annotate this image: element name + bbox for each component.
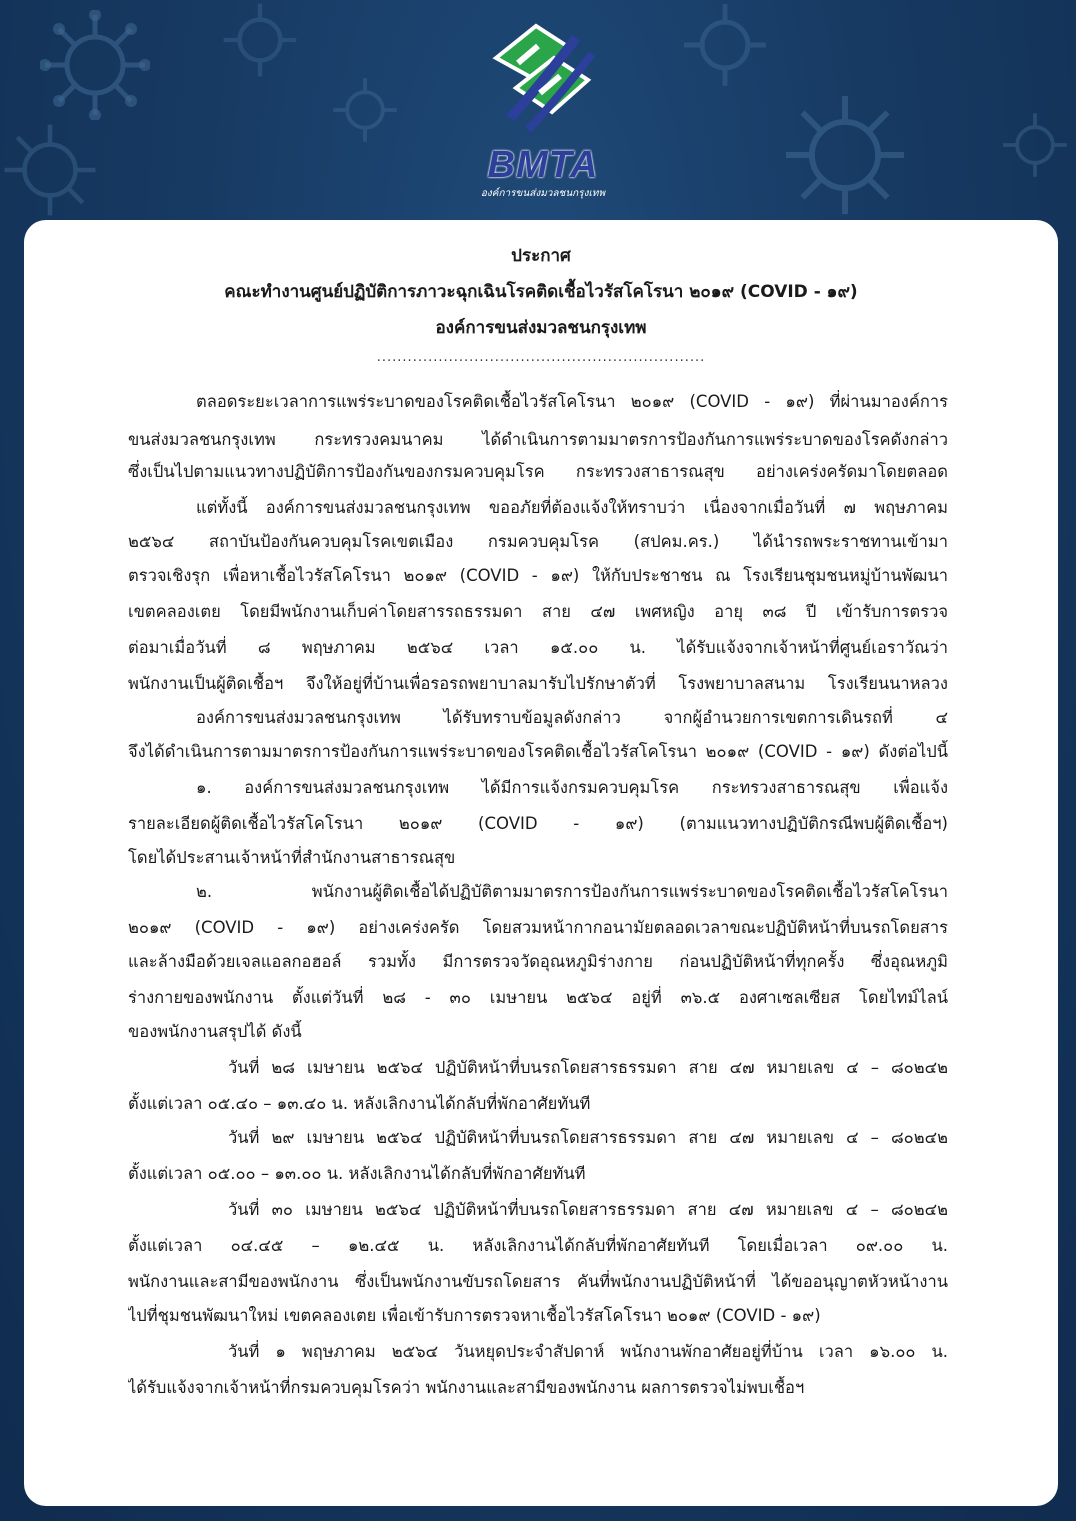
timeline-line: ตั้งแต่เวลา ๐๕.๐๐ – ๑๓.๐๐ น. หลังเลิกงานได้กลับที่พักอาศัยทันที bbox=[128, 1164, 586, 1183]
timeline-line: ไปที่ชุมชนพัฒนาใหม่ เขตคลองเตย เพื่อเข้ารับการตรวจหาเชื้อไวรัสโคโรนา ๒๐๑๙ (COVID - ๑๙) bbox=[128, 1306, 821, 1325]
virus-decoration-icon bbox=[680, 0, 770, 90]
body-line: องค์การขนส่งมวลชนกรุงเทพ ได้รับทราบข้อมูลดังกล่าว จากผู้อำนวยการเขตการเดินรถที่ ๔ bbox=[196, 708, 948, 727]
logo-brand-text: BMTA bbox=[487, 144, 599, 186]
virus-decoration-icon bbox=[780, 90, 910, 220]
header-divider: ................................................................ bbox=[376, 350, 706, 365]
body-line: ซึ่งเป็นไปตามแนวทางปฏิบัติการป้องกันของกรมควบคุมโรค กระทรวงสาธารณสุข อย่างเคร่งครัดมาโดยตลอด bbox=[128, 462, 948, 481]
bmta-logo-icon bbox=[458, 18, 628, 148]
announcement-card bbox=[24, 220, 1058, 1506]
announcement-org: องค์การขนส่งมวลชนกรุงเทพ bbox=[435, 318, 647, 338]
bmta-logo bbox=[458, 18, 628, 200]
virus-decoration-icon bbox=[220, 0, 300, 80]
body-line: ร่างกายของพนักงาน ตั้งแต่วันที่ ๒๘ - ๓๐ เมษายน ๒๕๖๔ อยู่ที่ ๓๖.๕ องศาเซลเซียส โดยไทม์ไลน์ bbox=[128, 988, 948, 1007]
virus-decoration-icon bbox=[330, 75, 400, 145]
timeline-line: พนักงานและสามีของพนักงาน ซึ่งเป็นพนักงานขับรถโดยสาร คันที่พนักงานปฏิบัติหน้าที่ ได้ขออนุญาตหัวหน้างาน bbox=[128, 1272, 948, 1291]
body-line: รายละเอียดผู้ติดเชื้อไวรัสโคโรนา ๒๐๑๙ (COVID - ๑๙) (ตามแนวทางปฏิบัติกรณีพบผู้ติดเชื้อฯ) bbox=[128, 814, 948, 833]
announcement-title: ประกาศ bbox=[511, 246, 571, 266]
body-line: ๒๕๖๔ สถาบันป้องกันควบคุมโรคเขตเมือง กรมควบคุมโรค (สปคม.คร.) ได้นำรถพระราชทานเข้ามา bbox=[128, 532, 948, 551]
timeline-line: วันที่ ๒๙ เมษายน ๒๕๖๔ ปฏิบัติหน้าที่บนรถโดยสารธรรมดา สาย ๔๗ หมายเลข ๔ – ๘๐๒๔๒ bbox=[228, 1128, 948, 1147]
virus-decoration-icon bbox=[0, 120, 100, 220]
virus-decoration-icon bbox=[1000, 110, 1070, 180]
virus-decoration-icon bbox=[40, 10, 150, 120]
body-line: แต่ทั้งนี้ องค์การขนส่งมวลชนกรุงเทพ ขออภัยที่ต้องแจ้งให้ทราบว่า เนื่องจากเมื่อวันที่ ๗ พฤษภาคม bbox=[196, 498, 948, 517]
body-line: จึงได้ดำเนินการตามมาตรการป้องกันการแพร่ระบาดของโรคติดเชื้อไวรัสโคโรนา ๒๐๑๙ (COVID - ๑๙) ดังต่อไปนี้ bbox=[128, 742, 948, 761]
body-line: ตรวจเชิงรุก เพื่อหาเชื้อไวรัสโคโรนา ๒๐๑๙ (COVID - ๑๙) ให้กับประชาชน ณ โรงเรียนชุมชนหมู่บ้านพัฒนา bbox=[128, 566, 948, 585]
timeline-line: วันที่ ๓๐ เมษายน ๒๕๖๔ ปฏิบัติหน้าที่บนรถโดยสารธรรมดา สาย ๔๗ หมายเลข ๔ – ๘๐๒๔๒ bbox=[228, 1200, 948, 1219]
body-line: ต่อมาเมื่อวันที่ ๘ พฤษภาคม ๒๕๖๔ เวลา ๑๕.๐๐ น. ได้รับแจ้งจากเจ้าหน้าที่ศูนย์เอราวัณว่า bbox=[128, 638, 948, 657]
body-line: ของพนักงานสรุปได้ ดังนี้ bbox=[128, 1022, 302, 1041]
announcement-subtitle: คณะทำงานศูนย์ปฏิบัติการภาวะฉุกเฉินโรคติดเชื้อไวรัสโคโรนา ๒๐๑๙ (COVID - ๑๙) bbox=[224, 282, 858, 302]
body-line: และล้างมือด้วยเจลแอลกอฮอล์ รวมทั้ง มีการตรวจวัดอุณหภูมิร่างกาย ก่อนปฏิบัติหน้าที่ทุกครั้ง ซึ่งอุณหภูมิ bbox=[128, 952, 948, 971]
timeline-line: ได้รับแจ้งจากเจ้าหน้าที่กรมควบคุมโรคว่า พนักงานและสามีของพนักงาน ผลการตรวจไม่พบเชื้อฯ bbox=[128, 1378, 805, 1397]
body-line: ๒. พนักงานผู้ติดเชื้อได้ปฏิบัติตามมาตรการป้องกันการแพร่ระบาดของโรคติดเชื้อไวรัสโคโรนา bbox=[196, 882, 948, 901]
body-line: เขตคลองเตย โดยมีพนักงานเก็บค่าโดยสารรถธรรมดา สาย ๔๗ เพศหญิง อายุ ๓๘ ปี เข้ารับการตรวจ bbox=[128, 602, 948, 621]
logo-subtitle: องค์การขนส่งมวลชนกรุงเทพ bbox=[480, 188, 606, 199]
body-line: ตลอดระยะเวลาการแพร่ระบาดของโรคติดเชื้อไวรัสโคโรนา ๒๐๑๙ (COVID - ๑๙) ที่ผ่านมาองค์การ bbox=[196, 392, 948, 411]
body-line: โดยได้ประสานเจ้าหน้าที่สำนักงานสาธารณสุข bbox=[128, 848, 456, 867]
body-line: ๒๐๑๙ (COVID - ๑๙) อย่างเคร่งครัด โดยสวมหน้ากากอนามัยตลอดเวลาขณะปฏิบัติหน้าที่บนรถโดยสาร bbox=[128, 918, 948, 937]
timeline-line: วันที่ ๑ พฤษภาคม ๒๕๖๔ วันหยุดประจำสัปดาห์ พนักงานพักอาศัยอยู่ที่บ้าน เวลา ๑๖.๐๐ น. bbox=[228, 1342, 948, 1361]
body-line: ขนส่งมวลชนกรุงเทพ กระทรวงคมนาคม ได้ดำเนินการตามมาตรการป้องกันการแพร่ระบาดของโรคดังกล่าว bbox=[128, 430, 948, 449]
timeline-line: ตั้งแต่เวลา ๐๔.๔๕ – ๑๒.๔๕ น. หลังเลิกงานได้กลับที่พักอาศัยทันที โดยเมื่อเวลา ๐๙.๐๐ น. bbox=[128, 1236, 948, 1255]
body-line: พนักงานเป็นผู้ติดเชื้อฯ จึงให้อยู่ที่บ้านเพื่อรอรถพยาบาลมารับไปรักษาตัวที่ โรงพยาบาลสนาม โรงเรียนนาหลวง bbox=[128, 674, 948, 693]
timeline-line: วันที่ ๒๘ เมษายน ๒๕๖๔ ปฏิบัติหน้าที่บนรถโดยสารธรรมดา สาย ๔๗ หมายเลข ๔ – ๘๐๒๔๒ bbox=[228, 1058, 948, 1077]
timeline-line: ตั้งแต่เวลา ๐๕.๔๐ – ๑๓.๔๐ น. หลังเลิกงานได้กลับที่พักอาศัยทันที bbox=[128, 1094, 591, 1113]
body-line: ๑. องค์การขนส่งมวลชนกรุงเทพ ได้มีการแจ้งกรมควบคุมโรค กระทรวงสาธารณสุข เพื่อแจ้ง bbox=[196, 778, 948, 797]
